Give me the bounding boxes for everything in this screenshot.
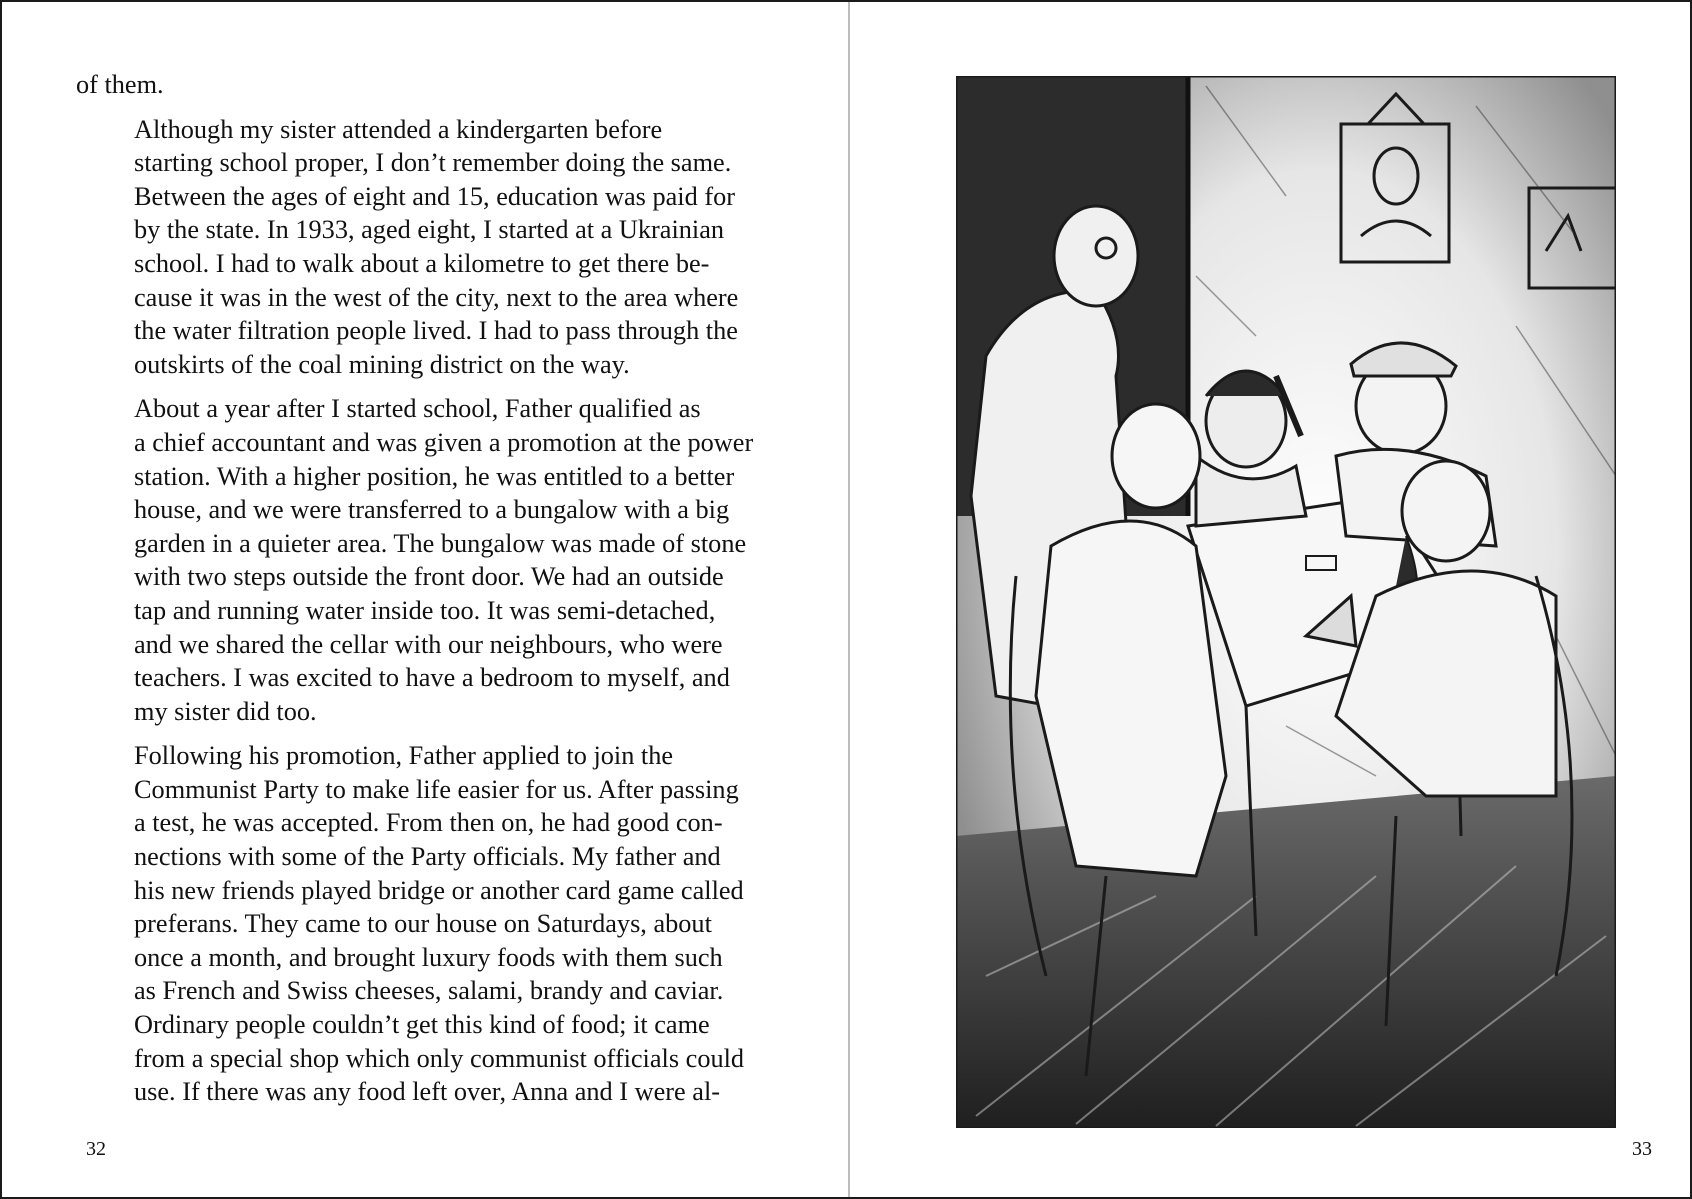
text-line: a chief accountant and was given a promotion at the power bbox=[134, 427, 754, 457]
text-line: teachers. I was excited to have a bedroom to myself, and bbox=[134, 663, 730, 693]
text-line: Communist Party to make life easier for us. After passing bbox=[134, 774, 739, 804]
text-line: from a special shop which only communist officials could bbox=[134, 1043, 745, 1073]
text-line: cause it was in the west of the city, next to the area where bbox=[134, 282, 739, 312]
body-text bbox=[76, 68, 754, 1120]
page-number-left: 32 bbox=[86, 1138, 106, 1160]
paragraph bbox=[76, 392, 754, 728]
text-line: use. If there was any food left over, Anna and I were al- bbox=[134, 1077, 721, 1107]
card-players-drawing-icon bbox=[956, 76, 1616, 1128]
text-line: his new friends played bridge or another card game called bbox=[134, 875, 744, 905]
text-line: station. With a higher position, he was entitled to a better bbox=[134, 461, 735, 491]
text-line: by the state. In 1933, aged eight, I started at a Ukrainian bbox=[134, 215, 725, 245]
text-line: once a month, and brought luxury foods with them such bbox=[134, 942, 723, 972]
text-line: my sister did too. bbox=[134, 696, 317, 726]
card-players-illustration bbox=[956, 76, 1616, 1128]
left-page bbox=[2, 2, 848, 1197]
page-number-right: 33 bbox=[1632, 1138, 1652, 1160]
right-page bbox=[850, 2, 1692, 1197]
text-line: house, and we were transferred to a bungalow with a big bbox=[134, 495, 730, 525]
text-line: garden in a quieter area. The bungalow was made of stone bbox=[134, 528, 747, 558]
text-line: and we shared the cellar with our neighbours, who were bbox=[134, 629, 723, 659]
text-line: school. I had to walk about a kilometre to get there be- bbox=[134, 248, 710, 278]
text-line: Ordinary people couldn’t get this kind of food; it came bbox=[134, 1010, 710, 1040]
text-line: starting school proper, I don’t remember doing the same. bbox=[134, 148, 732, 178]
text-line: with two steps outside the front door. We had an outside bbox=[134, 562, 724, 592]
text-line: outskirts of the coal mining district on the way. bbox=[134, 349, 630, 379]
text-line: of them. bbox=[76, 70, 164, 99]
paragraph bbox=[76, 113, 746, 382]
text-line: the water filtration people lived. I had to pass through the bbox=[134, 316, 738, 346]
paragraph bbox=[76, 68, 746, 102]
text-line: Between the ages of eight and 15, education was paid for bbox=[134, 181, 735, 211]
text-line: nections with some of the Party officials. My father and bbox=[134, 842, 721, 872]
text-line: tap and running water inside too. It was semi-detached, bbox=[134, 595, 716, 625]
text-line: Following his promotion, Father applied to join the bbox=[134, 741, 674, 771]
text-line: Although my sister attended a kindergarten before bbox=[134, 114, 663, 144]
text-line: preferans. They came to our house on Saturdays, about bbox=[134, 909, 712, 939]
text-line: About a year after I started school, Father qualified as bbox=[134, 394, 701, 424]
text-line: a test, he was accepted. From then on, he had good con- bbox=[134, 808, 723, 838]
paragraph bbox=[76, 739, 746, 1109]
text-line: as French and Swiss cheeses, salami, brandy and caviar. bbox=[134, 976, 724, 1006]
